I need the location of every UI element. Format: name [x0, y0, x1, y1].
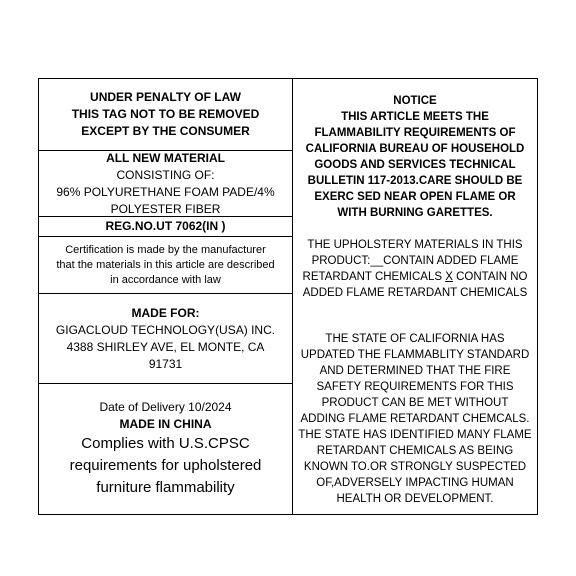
- composition-line: 96% POLYURETHANE FOAM PADE/4%: [56, 184, 275, 199]
- company-line: GIGACLOUD TECHNOLOGY(USA) INC.: [55, 322, 276, 337]
- california-line: UPDATED THE FLAMMABLITY STANDARD: [300, 349, 530, 361]
- penalty-line: EXCEPT BY THE CONSUMER: [81, 124, 250, 138]
- consisting-label: CONSISTING OF:: [116, 167, 215, 182]
- notice-section: [293, 93, 537, 221]
- notice-title: NOTICE: [393, 95, 437, 107]
- company-line: 4388 SHIRLEY AVE, EL MONTE, CA: [66, 339, 265, 354]
- check-mark: X: [445, 271, 453, 283]
- penalty-line: UNDER PENALTY OF LAW: [90, 90, 241, 104]
- upholstery-line: [293, 269, 537, 285]
- notice-line: CALIFORNIA BUREAU OF HOUSEHOLD: [305, 143, 525, 155]
- compliance-line: Complies with U.S.CPSC: [81, 435, 250, 452]
- notice-line: GOODS AND SERVICES TECHNICAL: [314, 159, 516, 171]
- material-box: [39, 151, 292, 217]
- compliance-line: furniture flammability: [96, 479, 235, 496]
- california-line: THE STATE HAS IDENTIFIED MANY FLAME: [298, 429, 532, 441]
- upholstery-line: ADDED FLAME RETARDANT CHEMICALS: [302, 287, 528, 299]
- certification-line: in accordance with law: [110, 273, 221, 286]
- material-title: ALL NEW MATERIAL: [106, 150, 225, 165]
- notice-line: THIS ARTICLE MEETS THE: [341, 111, 489, 123]
- california-line: HEALTH OR DEVELOPMENT.: [336, 493, 494, 505]
- penalty-box: [39, 79, 292, 151]
- certification-box: [39, 237, 292, 294]
- company-line: 91731: [148, 356, 183, 371]
- law-tag: [38, 78, 538, 515]
- delivery-date: Date of Delivery 10/2024: [99, 400, 232, 414]
- notice-line: WITH BURNING GARETTES.: [337, 207, 493, 219]
- california-line: AND DETERMINED THAT THE FIRE: [319, 365, 511, 377]
- reg-box: [39, 217, 292, 237]
- certification-line: that the materials in this article are described: [56, 258, 275, 271]
- california-line: ADDING FLAME RETARDANT CHEMCALS.: [300, 413, 530, 425]
- composition-line: POLYESTER FIBER: [110, 201, 221, 216]
- upholstery-section: [293, 237, 537, 301]
- california-line: KNOWN TO.OR STRONGLY SUSPECTED: [303, 461, 527, 473]
- california-line: RETARDANT CHEMICALS AS BEING: [316, 445, 514, 457]
- origin: MADE IN CHINA: [119, 417, 212, 431]
- upholstery-text: RETARDANT CHEMICALS: [302, 271, 446, 283]
- made-for-box: [39, 294, 292, 384]
- notice-line: FLAMMABILITY REQUIREMENTS OF: [314, 127, 516, 139]
- reg-number: REG.NO.UT 7062(IN ): [105, 219, 226, 233]
- penalty-line: THIS TAG NOT TO BE REMOVED: [71, 107, 260, 121]
- certification-line: Certification is made by the manufacturer: [65, 243, 266, 256]
- california-section: [293, 331, 537, 507]
- california-line: SAFETY REQUIREMENTS FOR THIS: [316, 381, 514, 393]
- compliance-line: requirements for upholstered: [69, 457, 262, 474]
- made-for-title: MADE FOR:: [131, 305, 200, 320]
- upholstery-text: CONTAIN NO: [452, 271, 528, 283]
- california-line: OF,ADVERSELY IMPACTING HUMAN: [316, 477, 514, 489]
- right-column: [293, 79, 537, 514]
- delivery-box: [39, 384, 292, 514]
- upholstery-line: THE UPHOLSTERY MATERIALS IN THIS: [307, 239, 523, 251]
- notice-line: BULLETIN 117-2013.CARE SHOULD BE: [307, 175, 523, 187]
- upholstery-line: PRODUCT:__CONTAIN ADDED FLAME: [311, 255, 519, 267]
- left-column: [39, 79, 293, 514]
- notice-line: EXERC SED NEAR OPEN FLAME OR: [314, 191, 516, 203]
- california-line: PRODUCT CAN BE MET WITHOUT: [321, 397, 509, 409]
- california-line: THE STATE OF CALIFORNIA HAS: [325, 333, 505, 345]
